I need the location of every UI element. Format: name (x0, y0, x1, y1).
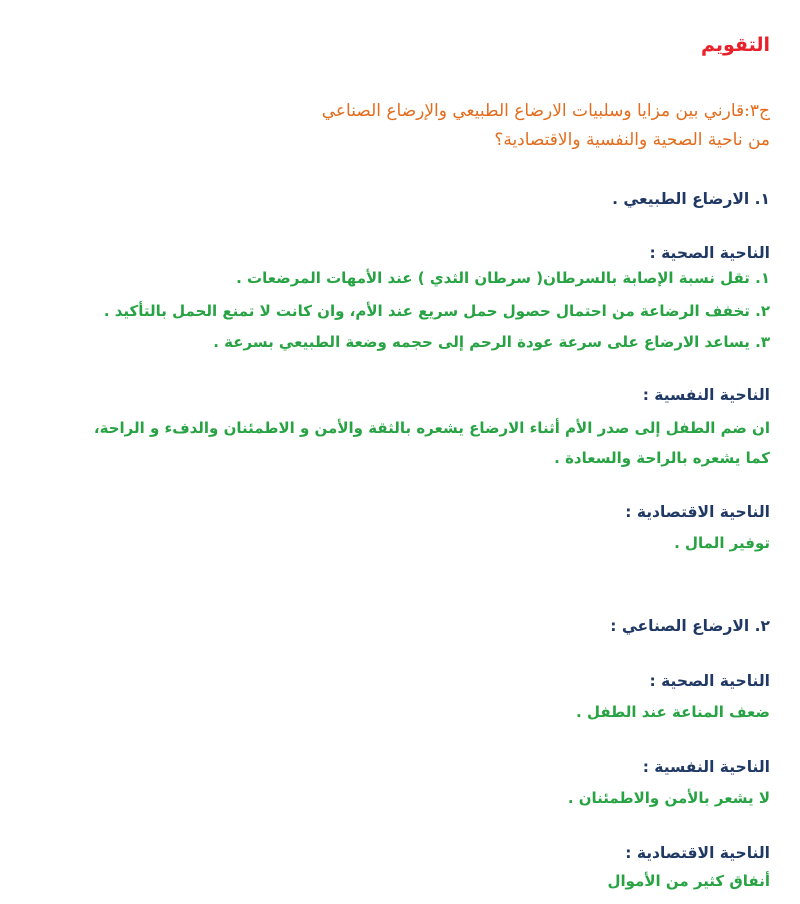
natural-health-item-2: ٢. تخفف الرضاعة من احتمال حصول حمل سريع عند الأم، وان كانت لا تمنع الحمل بالتأكيد . (103, 302, 770, 320)
question-line-1: ج٣:قارني بين مزايا وسلبيات الارضاع الطبيعي والإرضاع الصناعي (321, 101, 770, 121)
artificial-economic-text: أنفاق كثير من الأموال (607, 872, 770, 890)
natural-health-item-1: ١. تقل نسبة الإصابة بالسرطان( سرطان الثدي ) عند الأمهات المرضعات . (236, 269, 770, 287)
natural-psych-line-2: كما يشعره بالراحة والسعادة . (554, 449, 770, 467)
artificial-health-text: ضعف المناعة عند الطفل . (576, 703, 770, 721)
artificial-economic-heading: الناحية الاقتصادية : (625, 844, 770, 862)
natural-economic-text: توفير المال . (674, 534, 770, 552)
section-artificial-heading: ٢. الارضاع الصناعي : (610, 617, 770, 635)
natural-psych-heading: الناحية النفسية : (642, 386, 770, 404)
artificial-psych-heading: الناحية النفسية : (642, 758, 770, 776)
natural-health-heading: الناحية الصحية : (649, 244, 770, 262)
artificial-health-heading: الناحية الصحية : (649, 672, 770, 690)
question-line-2: من ناحية الصحية والنفسية والاقتصادية؟ (494, 130, 770, 150)
page-title: التقويم (700, 34, 770, 56)
natural-health-item-3: ٣. يساعد الارضاع على سرعة عودة الرحم إلى حجمه وضعة الطبيعي بسرعة . (213, 333, 770, 351)
section-natural-heading: ١. الارضاع الطبيعي . (612, 190, 770, 208)
natural-economic-heading: الناحية الاقتصادية : (625, 503, 770, 521)
natural-psych-line-1: ان ضم الطفل إلى صدر الأم أثناء الارضاع يشعره بالثقة والأمن و الاطمئنان والدفء و الراحة، (93, 419, 770, 437)
artificial-psych-text: لا يشعر بالأمن والاطمئنان . (567, 789, 770, 807)
